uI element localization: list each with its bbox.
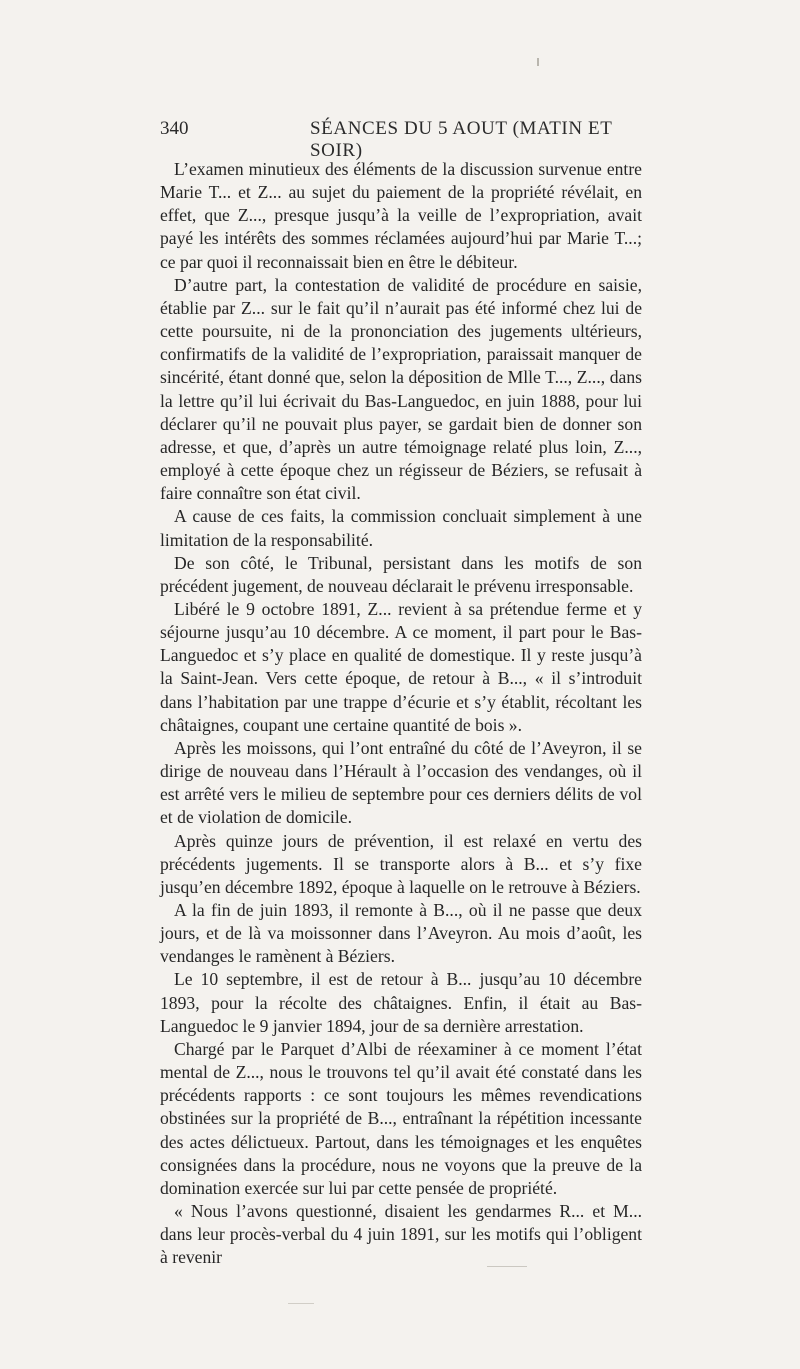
running-title: SÉANCES DU 5 AOUT (MATIN ET SOIR) xyxy=(310,118,613,161)
paragraph: A cause de ces faits, la commission concluait simplement à une limitation de la responsabilité. xyxy=(160,506,642,550)
paragraph: Libéré le 9 octobre 1891, Z... revient à sa prétendue ferme et y séjourne jusqu’au 10 décembre. A ce moment, il part pour le Bas-Languedoc et s’y place en qualité de domestique. Il y reste jusqu’à la Saint-Jean. Vers cette époque, de retour à B..., « il s’introduit dans l’habitation par une trappe d’écurie et s’y établit, récoltant les châtaignes, coupant une certaine quantité de bois ». xyxy=(160,598,642,735)
paragraph: Après les moissons, qui l’ont entraîné du côté de l’Aveyron, il se dirige de nouveau dans l’Hérault à l’occasion des vendanges, où il est arrêté vers le milieu de septembre pour ces derniers délits de vol et de violation de domicile. xyxy=(160,737,642,828)
page-number: 340 xyxy=(160,118,189,139)
scan-speck xyxy=(537,58,539,66)
paragraph: Après quinze jours de prévention, il est relaxé en vertu des précédents jugements. Il se transporte alors à B... et s’y fixe jusqu’en décembre 1892, époque à laquelle on le retrouve à Béziers. xyxy=(160,830,642,897)
paragraph: D’autre part, la contestation de validité de procédure en saisie, établie par Z... sur le fait qu’il n’aurait pas été informé chez lui de cette poursuite, ni de la prononciation des jugements ultérieurs, confirmatifs de la validité de l’expropriation, paraissait manquer de sincérité, étant donné que, selon la déposition de Mlle T..., Z..., dans la lettre qu’il lui écrivait du Bas-Languedoc, en juin 1888, pour lui déclarer qu’il ne pouvait plus payer, se gardait bien de donner son adresse, et que, d’après un autre témoignage relaté plus loin, Z..., employé à cette époque chez un régisseur de Béziers, se refusait à faire connaître son état civil. xyxy=(160,274,642,504)
paragraph: A la fin de juin 1893, il remonte à B..., où il ne passe que deux jours, et de là va moissonner dans l’Aveyron. Au mois d’août, les vendanges le ramènent à Béziers. xyxy=(160,900,642,967)
scan-smudge xyxy=(288,1303,314,1304)
scan-smudge xyxy=(487,1266,527,1267)
body-text xyxy=(160,158,642,1270)
running-header xyxy=(160,118,642,161)
paragraph: L’examen minutieux des éléments de la discussion survenue entre Marie T... et Z... au sujet du paiement de la propriété révélait, en effet, que Z..., presque jusqu’à la veille de l’expropriation, avait payé les intérêts des sommes réclamées aujourd’hui par Marie T...; ce par quoi il reconnaissait bien en être le débiteur. xyxy=(160,159,642,272)
paragraph: Chargé par le Parquet d’Albi de réexaminer à ce moment l’état mental de Z..., nous le trouvons tel qu’il avait été constaté dans les précédents rapports : ce sont toujours les mêmes revendications obstinées sur la propriété de B..., entraînant la répétition incessante des actes délictueux. Partout, dans les témoignages et les enquêtes consignées dans la procédure, nous ne voyons que la preuve de la domination exercée sur lui par cette pensée de propriété. xyxy=(160,1038,642,1198)
paragraph: « Nous l’avons questionné, disaient les gendarmes R... et M... dans leur procès-verbal du 4 juin 1891, sur les motifs qui l’obligent à revenir xyxy=(160,1201,642,1268)
paragraph: De son côté, le Tribunal, persistant dans les motifs de son précédent jugement, de nouveau déclarait le prévenu irresponsable. xyxy=(160,552,642,596)
paragraph: Le 10 septembre, il est de retour à B... jusqu’au 10 décembre 1893, pour la récolte des châtaignes. Enfin, il était au Bas-Languedoc le 9 janvier 1894, jour de sa dernière arrestation. xyxy=(160,969,642,1036)
